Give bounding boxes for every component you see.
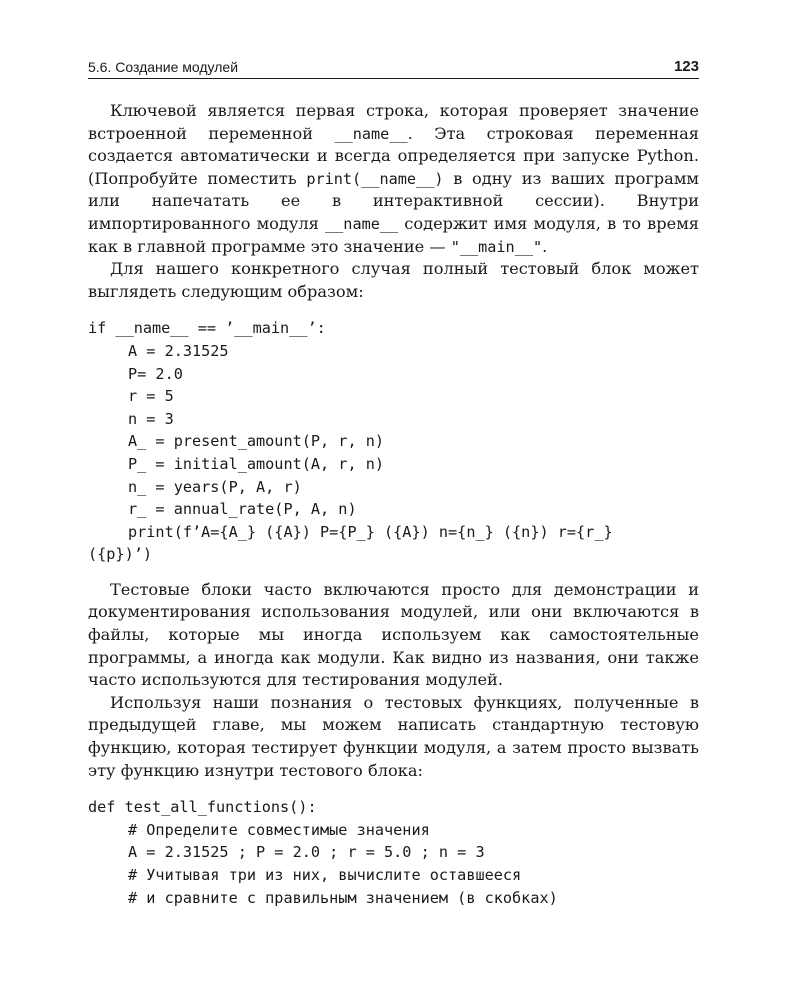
- body-text: [88, 100, 699, 909]
- code-line: # и сравните с правильным значением (в скобках): [128, 888, 558, 907]
- text-run: .: [542, 236, 548, 256]
- page-number: 123: [673, 58, 699, 75]
- code-block-test-all-functions: [88, 796, 699, 909]
- code-line: A = 2.31525 ; P = 2.0 ; r = 5.0 ; n = 3: [128, 843, 485, 862]
- inline-code: print(__name__): [306, 169, 444, 188]
- code-line: r_ = annual_rate(P, A, n): [128, 500, 357, 519]
- code-line: n = 3: [128, 409, 174, 428]
- paragraph-test-function: Используя наши познания о тестовых функциях, полученные в предыдущей главе, мы можем написать стандартную тестовую функцию, которая тестирует функции модуля, а затем просто вызвать эту функцию изнутри тестового блока:: [88, 692, 699, 780]
- section-title: 5.6. Создание модулей: [88, 59, 239, 75]
- code-block-main-test: [88, 317, 699, 566]
- inline-code: "__main__": [450, 237, 543, 256]
- running-header: [88, 58, 699, 79]
- code-line: P= 2.0: [128, 364, 183, 383]
- book-page: [88, 58, 699, 922]
- code-line: A_ = present_amount(P, r, n): [128, 432, 385, 451]
- inline-code: __name__: [334, 124, 408, 143]
- paragraph-test-blocks-usage: Тестовые блоки часто включаются просто для демонстрации и документирования использования модулей, или они включаются в файлы, которые мы иногда используем как самостоятельные программы, а иногда как модули. Как видно из названия, они также часто используются для тестирования модулей.: [88, 579, 699, 690]
- text-run: Ключевой является первая строка, которая проверяет значение встроенной переменной: [88, 101, 699, 143]
- code-line: n_ = years(P, A, r): [128, 477, 302, 496]
- inline-code: __name__: [325, 214, 399, 233]
- paragraph-test-block-intro: Для нашего конкретного случая полный тестовый блок может выглядеть следующим образом:: [88, 259, 699, 301]
- code-line: def test_all_functions():: [88, 798, 317, 817]
- text-run: содержит имя модуля, в то время как в главной программе это значение —: [88, 213, 699, 256]
- code-line: print(f’A={A_} ({A}) P={P_} ({A}) n={n_} ({n}) r={r_}: [128, 522, 613, 541]
- code-line: # Учитывая три из них, вычислите оставшееся: [128, 866, 522, 884]
- code-line: A = 2.31525: [128, 341, 229, 360]
- code-line: if __name__ == ’__main__’:: [88, 319, 326, 338]
- text-run: . Эта строковая переменная создается автоматически и всегда определяется при запуске Python. (Попробуйте поместить: [88, 123, 700, 188]
- paragraph-name-variable: [88, 100, 699, 258]
- text-run: в одну из ваших программ или напечатать ее в интерактивной сессии). Внутри импортированного модуля: [88, 168, 700, 233]
- code-line: ({p})’): [88, 545, 153, 564]
- code-line: P_ = initial_amount(A, r, n): [128, 454, 385, 473]
- code-line: r = 5: [128, 387, 174, 406]
- code-line: # Определите совместимые значения: [128, 820, 430, 839]
